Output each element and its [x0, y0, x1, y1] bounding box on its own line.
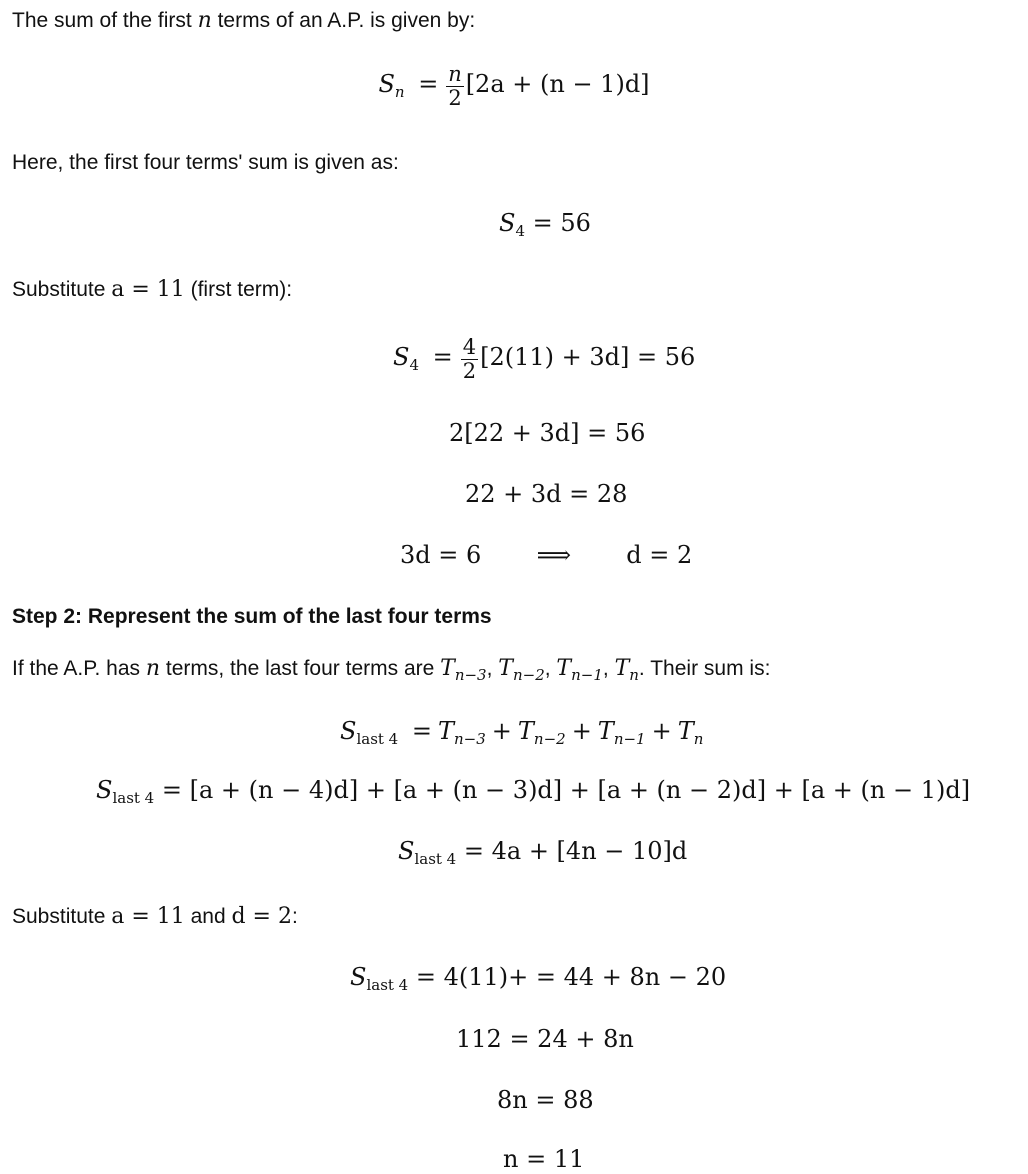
formula-frac-num: n — [448, 62, 462, 86]
slast1-t3-base: T — [597, 717, 614, 745]
slast-line-2 — [96, 775, 970, 805]
slast-sub: last 4 — [112, 789, 155, 807]
step2-heading: Step 2: Represent the sum of the last four terms — [12, 605, 492, 628]
slast-sub: last 4 — [356, 730, 399, 748]
term-t-sub: n — [629, 666, 639, 684]
substitute2-after: : — [291, 905, 298, 928]
calc1-sub: 4 — [409, 356, 419, 374]
slast-base: S — [350, 963, 367, 991]
slast-base: S — [398, 837, 415, 865]
final-line-2: 112 = 24 + 8n — [456, 1025, 634, 1053]
slast1-t2-base: T — [517, 717, 534, 745]
calc-line-1 — [393, 335, 695, 382]
given-text: Here, the first four terms' sum is given as: — [12, 151, 399, 174]
slast1-t1-base: T — [437, 717, 454, 745]
term-sep: , — [544, 657, 557, 680]
term-t-sub: n−1 — [571, 666, 603, 684]
calc-line-3: 22 + 3d = 28 — [465, 480, 628, 508]
intro-var: n — [197, 8, 212, 33]
intro-after: terms of an A.P. is given by: — [211, 9, 476, 32]
calc1-fraction — [461, 335, 478, 382]
substitute-first-term — [12, 277, 292, 303]
calc1-frac-den: 2 — [462, 359, 477, 383]
term-t-base: T — [614, 656, 630, 681]
term-t-base: T — [498, 656, 513, 681]
slast-sub: last 4 — [366, 976, 409, 994]
substitute-values — [12, 904, 298, 930]
s4-rest: = 56 — [532, 209, 591, 237]
formula-lhs-sub: n — [394, 83, 405, 101]
term-t-base: T — [440, 656, 455, 681]
intro-text — [12, 8, 475, 34]
s4-equation — [0, 208, 1028, 238]
term-t-base: T — [556, 656, 572, 681]
slast1-t4-base: T — [677, 717, 694, 745]
implies-arrow: ⟹ — [536, 541, 571, 569]
term-sep: , — [602, 657, 615, 680]
calc4-left: 3d = 6 — [400, 541, 482, 569]
term-sep: , — [486, 657, 499, 680]
slast1-t2-sub: n−2 — [533, 730, 566, 748]
slast-line-3 — [398, 836, 687, 866]
slast-base: S — [340, 717, 357, 745]
step2-text-after: . Their sum is: — [638, 657, 771, 680]
formula-eq: = — [418, 70, 439, 98]
substitute1-math: a = 11 — [111, 277, 185, 302]
calc-line-2: 2[22 + 3d] = 56 — [449, 419, 646, 447]
slast-line-1 — [340, 716, 703, 746]
calc1-base: S — [393, 343, 410, 371]
slast1-t3-sub: n−1 — [613, 730, 646, 748]
final1-rest: = 4(11)+ = 44 + 8n − 20 — [415, 963, 727, 991]
term-t-sub: n−3 — [454, 666, 487, 684]
final-line-1 — [350, 962, 726, 992]
calc-line-4 — [400, 540, 692, 570]
slast-base: S — [96, 776, 113, 804]
slast2-rest: = [a + (n − 4)d] + [a + (n − 3)d] + [a + (n − 2)d] + [a + (n − 1)d] — [161, 776, 971, 804]
step2-text-before: If the A.P. has — [12, 657, 146, 680]
formula-frac-den: 2 — [448, 86, 462, 110]
calc4-right: d = 2 — [626, 541, 693, 569]
formula-fraction — [446, 62, 463, 109]
calc1-frac-num: 4 — [462, 335, 477, 359]
substitute2-before: Substitute — [12, 905, 112, 928]
slast-sub: last 4 — [414, 850, 457, 868]
substitute1-before: Substitute — [12, 278, 112, 301]
step2-text — [12, 656, 770, 682]
slast1-plus: + — [651, 717, 672, 745]
formula-lhs-base: S — [378, 70, 395, 98]
substitute2-math1: a = 11 — [111, 904, 185, 929]
slast1-t4-sub: n — [693, 730, 704, 748]
slast1-eq: = — [411, 717, 432, 745]
s4-sub: 4 — [515, 222, 526, 240]
slast1-plus: + — [491, 717, 512, 745]
step2-text-var: n — [145, 656, 161, 681]
final-line-4: n = 11 — [503, 1145, 585, 1173]
final-line-3: 8n = 88 — [497, 1086, 594, 1114]
slast1-plus: + — [571, 717, 592, 745]
s4-base: S — [499, 209, 516, 237]
slast3-rest: = 4a + [4n − 10]d — [463, 837, 688, 865]
slast1-t1-sub: n−3 — [454, 730, 486, 748]
formula-rhs: [2a + (n − 1)d] — [465, 70, 650, 98]
sum-formula — [0, 62, 1028, 109]
substitute1-after: (first term): — [184, 278, 293, 301]
substitute2-math2: d = 2 — [231, 904, 292, 929]
intro-before: The sum of the first — [12, 9, 198, 32]
step2-text-mid: terms, the last four terms are — [160, 657, 441, 680]
term-t-sub: n−2 — [512, 666, 545, 684]
substitute2-mid: and — [184, 905, 232, 928]
calc1-eq: = — [432, 343, 453, 371]
calc1-rest: [2(11) + 3d] = 56 — [480, 343, 696, 371]
